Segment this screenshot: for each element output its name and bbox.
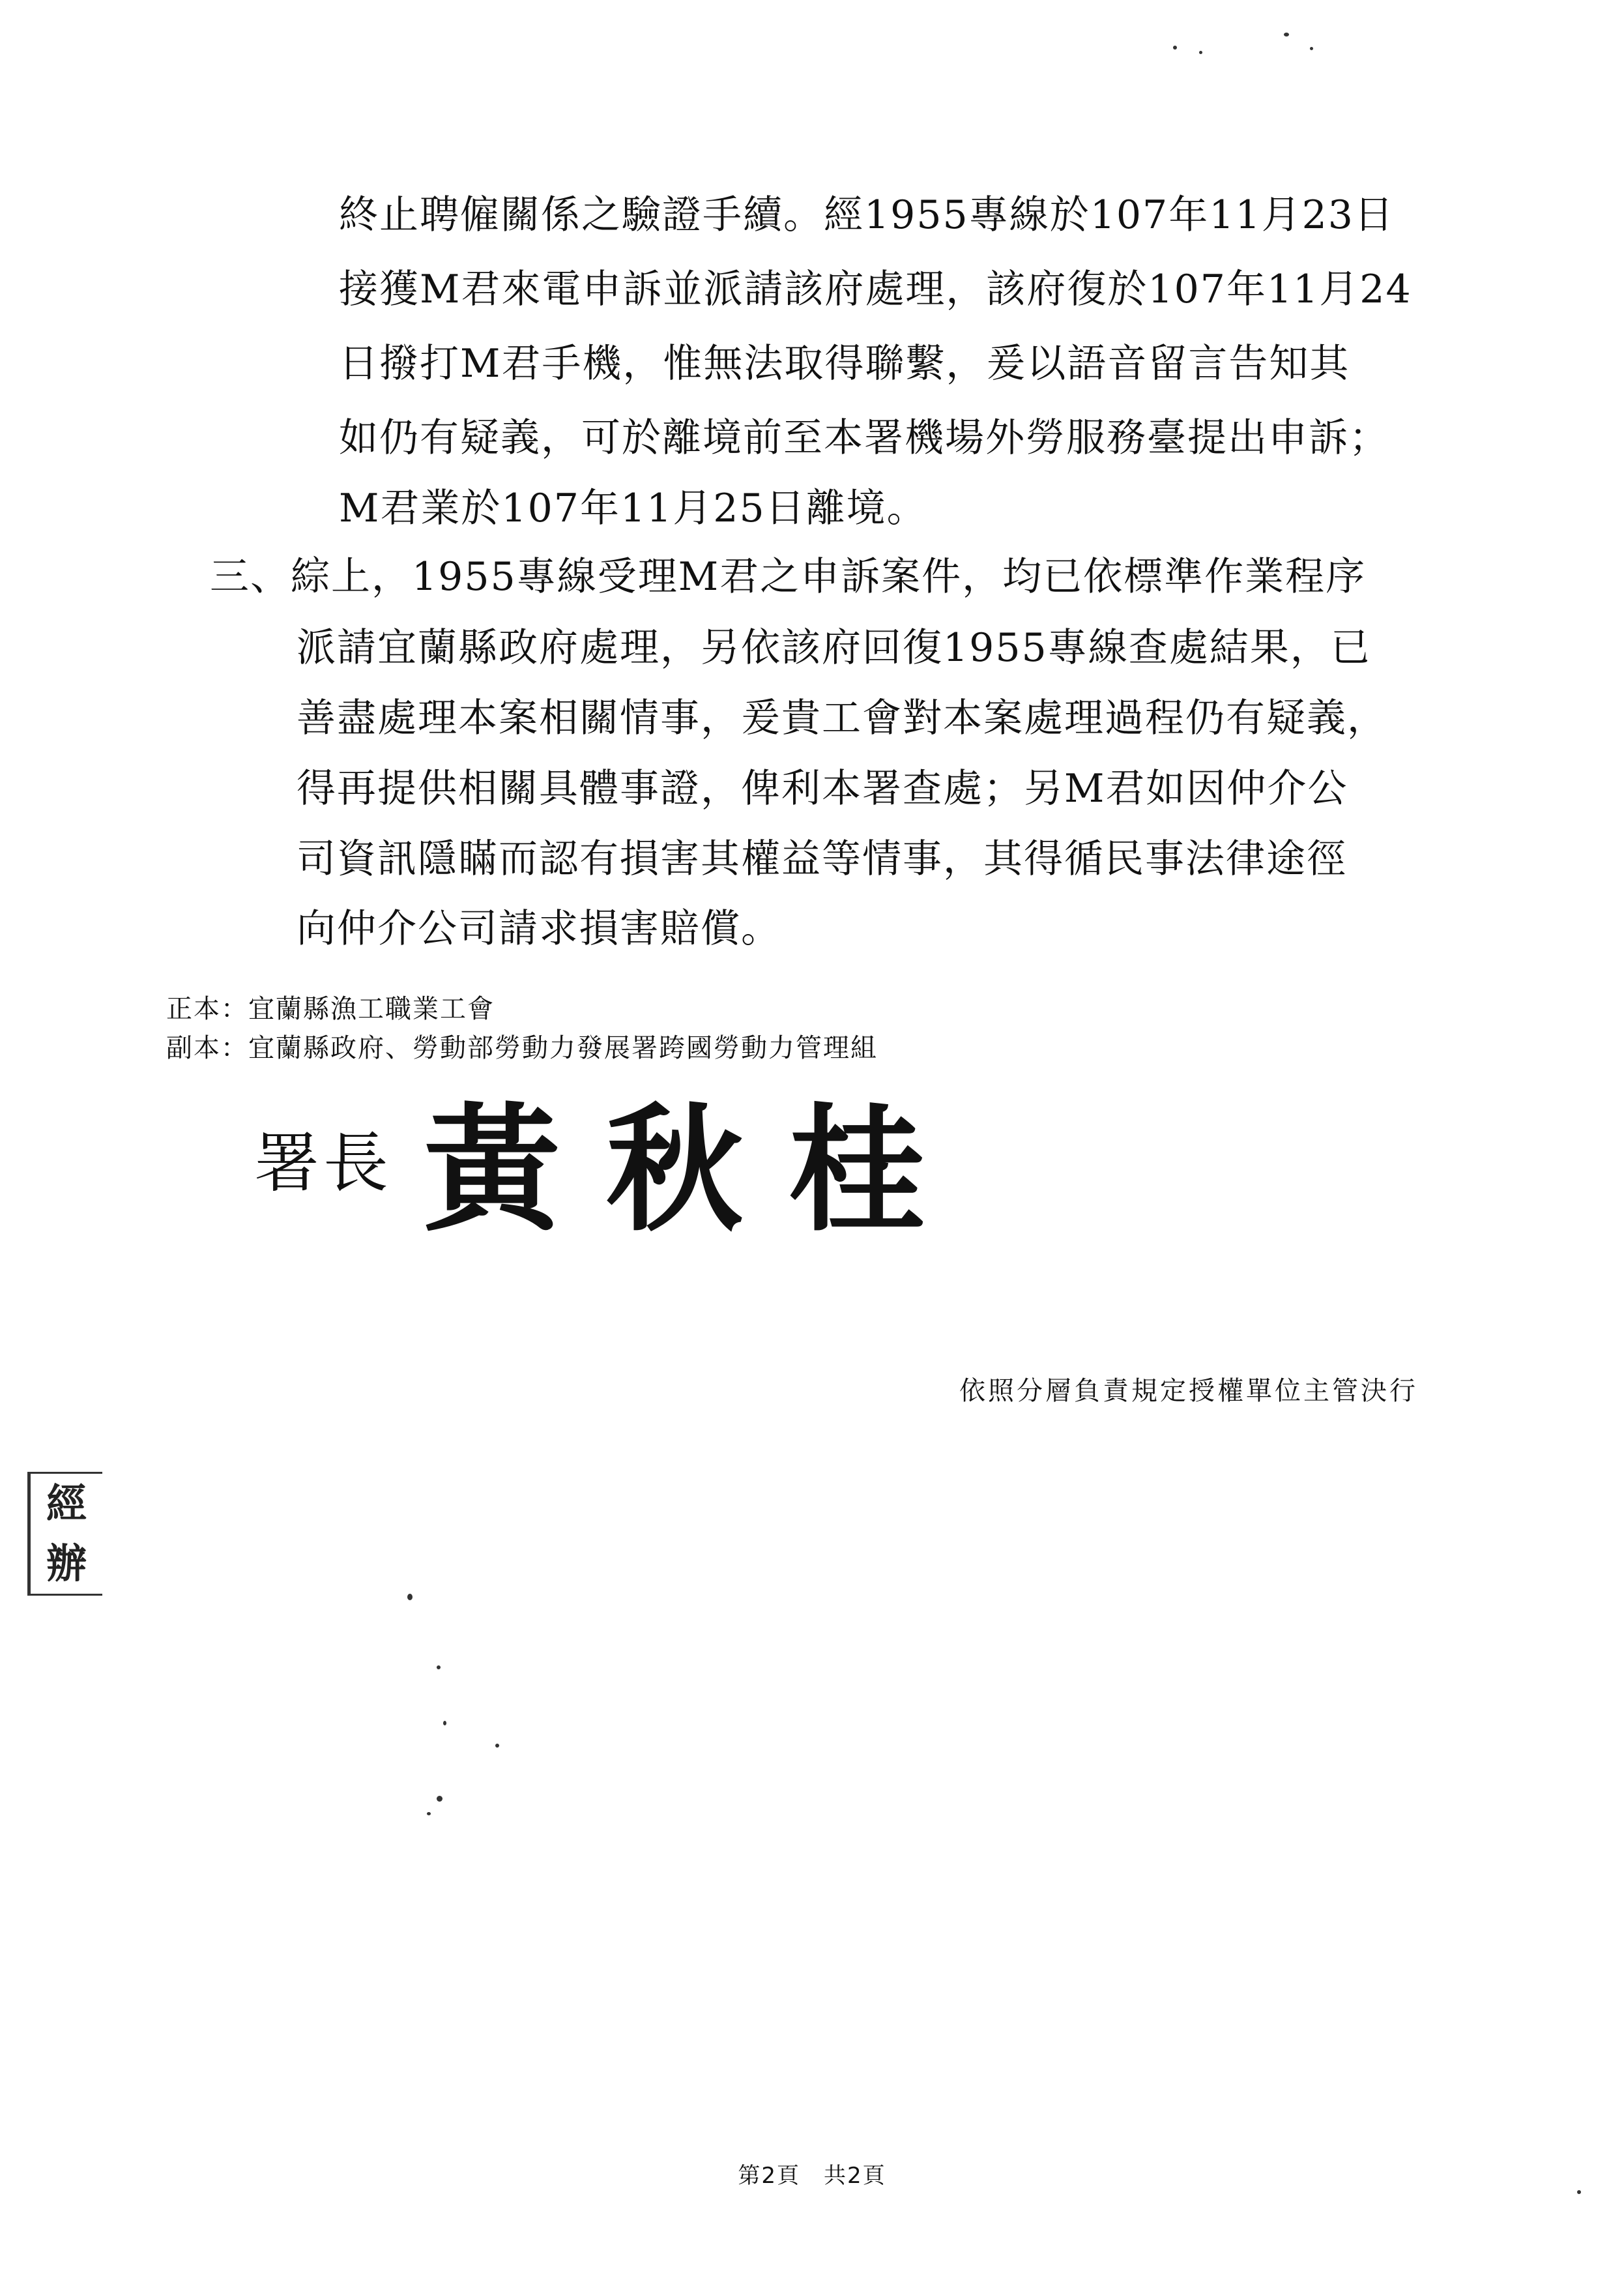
delegation-note: 依照分層負責規定授權單位主管決行 xyxy=(959,1376,1418,1406)
body-line-10: 司資訊隱瞞而認有損害其權益等情事，其得循民事法律途徑 xyxy=(297,836,1347,882)
stamp-char-2: 辦 xyxy=(46,1540,87,1587)
signature-title: 署長 xyxy=(254,1125,392,1201)
scan-speck xyxy=(1310,47,1313,50)
scan-speck xyxy=(1173,46,1177,50)
body-line-5: M君業於107年11月25日離境。 xyxy=(339,486,927,531)
body-line-8: 善盡處理本案相關情事，爰貴工會對本案處理過程仍有疑義， xyxy=(297,695,1387,741)
scan-speck xyxy=(437,1665,441,1669)
body-line-11: 向仲介公司請求損害賠償。 xyxy=(297,906,781,952)
page-number: 第2頁 共2頁 xyxy=(738,2163,886,2189)
scan-speck xyxy=(443,1721,446,1725)
body-line-1: 終止聘僱關係之驗證手續。經1955專線於107年11月23日 xyxy=(339,192,1395,238)
body-line-4: 如仍有疑義，可於離境前至本署機場外勞服務臺提出申訴； xyxy=(339,415,1389,461)
stamp-char-1: 經 xyxy=(46,1480,87,1527)
scan-speck xyxy=(1284,33,1289,37)
body-line-7: 派請宜蘭縣政府處理，另依該府回復1955專線查處結果，已 xyxy=(297,625,1371,671)
body-line-9: 得再提供相關具體事證，俾利本署查處；另M君如因仲介公 xyxy=(297,766,1348,812)
scan-speck xyxy=(1577,2190,1581,2194)
scan-speck xyxy=(1199,51,1202,54)
body-line-2: 接獲M君來電申訴並派請該府處理，該府復於107年11月24 xyxy=(339,267,1412,312)
section-three-first-line: 三、綜上，1955專線受理M君之申訴案件，均已依標準作業程序 xyxy=(210,554,1367,600)
handler-stamp xyxy=(27,1472,102,1596)
main-recipient: 正本：宜蘭縣漁工職業工會 xyxy=(166,994,495,1024)
scan-speck xyxy=(495,1744,499,1748)
signature-name: 黃秋桂 xyxy=(424,1089,972,1250)
copy-recipient: 副本：宜蘭縣政府、勞動部勞動力發展署跨國勞動力管理組 xyxy=(166,1033,878,1063)
scan-speck xyxy=(437,1796,442,1802)
scan-speck xyxy=(427,1812,431,1815)
body-line-3: 日撥打M君手機，惟無法取得聯繫，爰以語音留言告知其 xyxy=(339,341,1350,387)
scan-speck xyxy=(407,1594,413,1600)
